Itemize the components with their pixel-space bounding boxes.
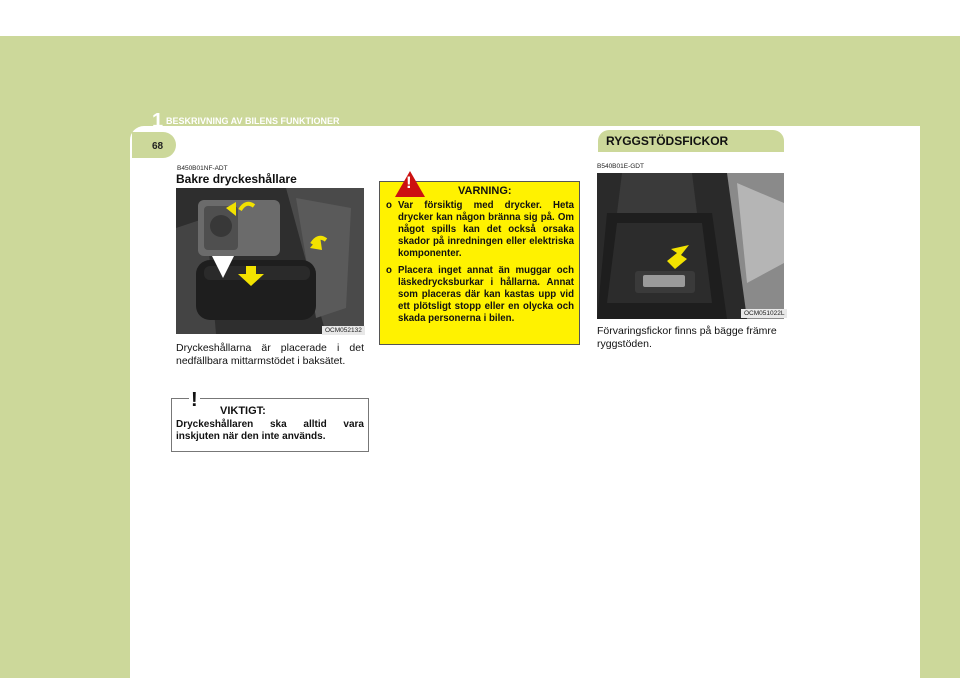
caution-symbol: ! xyxy=(191,389,198,411)
caution-title: VIKTIGT: xyxy=(220,405,266,417)
right-section-code: B540B01E-GDT xyxy=(597,163,644,170)
caution-text: Dryckeshållaren ska alltid vara inskjuten när den inte används. xyxy=(176,419,364,442)
left-photo-code: OCM052132 xyxy=(322,326,365,335)
seatback-pocket-illustration xyxy=(597,173,784,319)
right-body-text: Förvaringsfickor finns på bägge främre ryggstöden. xyxy=(597,325,777,350)
right-photo-code: OCM051022L xyxy=(741,309,787,318)
page-number: 68 xyxy=(152,141,164,152)
warning-item-1 xyxy=(386,200,574,260)
seatback-pocket-photo xyxy=(597,173,784,319)
warning-item-2 xyxy=(386,265,574,325)
cupholder-illustration xyxy=(176,188,364,334)
warning-item-2-bullet: o xyxy=(386,265,392,276)
chapter-number: 1 xyxy=(152,110,164,132)
warning-box xyxy=(379,173,580,345)
warning-symbol: ! xyxy=(406,173,412,192)
section-title: RYGGSTÖDSFICKOR xyxy=(606,134,729,148)
caution-box xyxy=(171,389,369,452)
left-section-heading: Bakre dryckeshållare xyxy=(176,172,297,186)
left-body-text: Dryckeshållarna är placerade i det nedfällbara mittarmstödet i baksätet. xyxy=(176,342,364,367)
chapter-title: BESKRIVNING AV BILENS FUNKTIONER xyxy=(166,116,340,126)
warning-title: VARNING: xyxy=(458,185,512,197)
warning-item-1-bullet: o xyxy=(386,200,392,211)
left-section-code: B450B01NF-ADT xyxy=(177,165,228,172)
warning-item-1-text: Var försiktig med drycker. Heta drycker kan någon bränna sig på. Om något spills kan det också orsaka skador på inredningen eller elektriska komponenter. xyxy=(398,200,574,259)
cupholder-photo xyxy=(176,188,364,334)
warning-item-2-text: Placera inget annat än muggar och läskedrycksburkar i hållarna. Annat som placeras där kan kastas upp vid ett plötsligt stopp eller en olycka och skada personerna i bilen. xyxy=(398,265,574,324)
